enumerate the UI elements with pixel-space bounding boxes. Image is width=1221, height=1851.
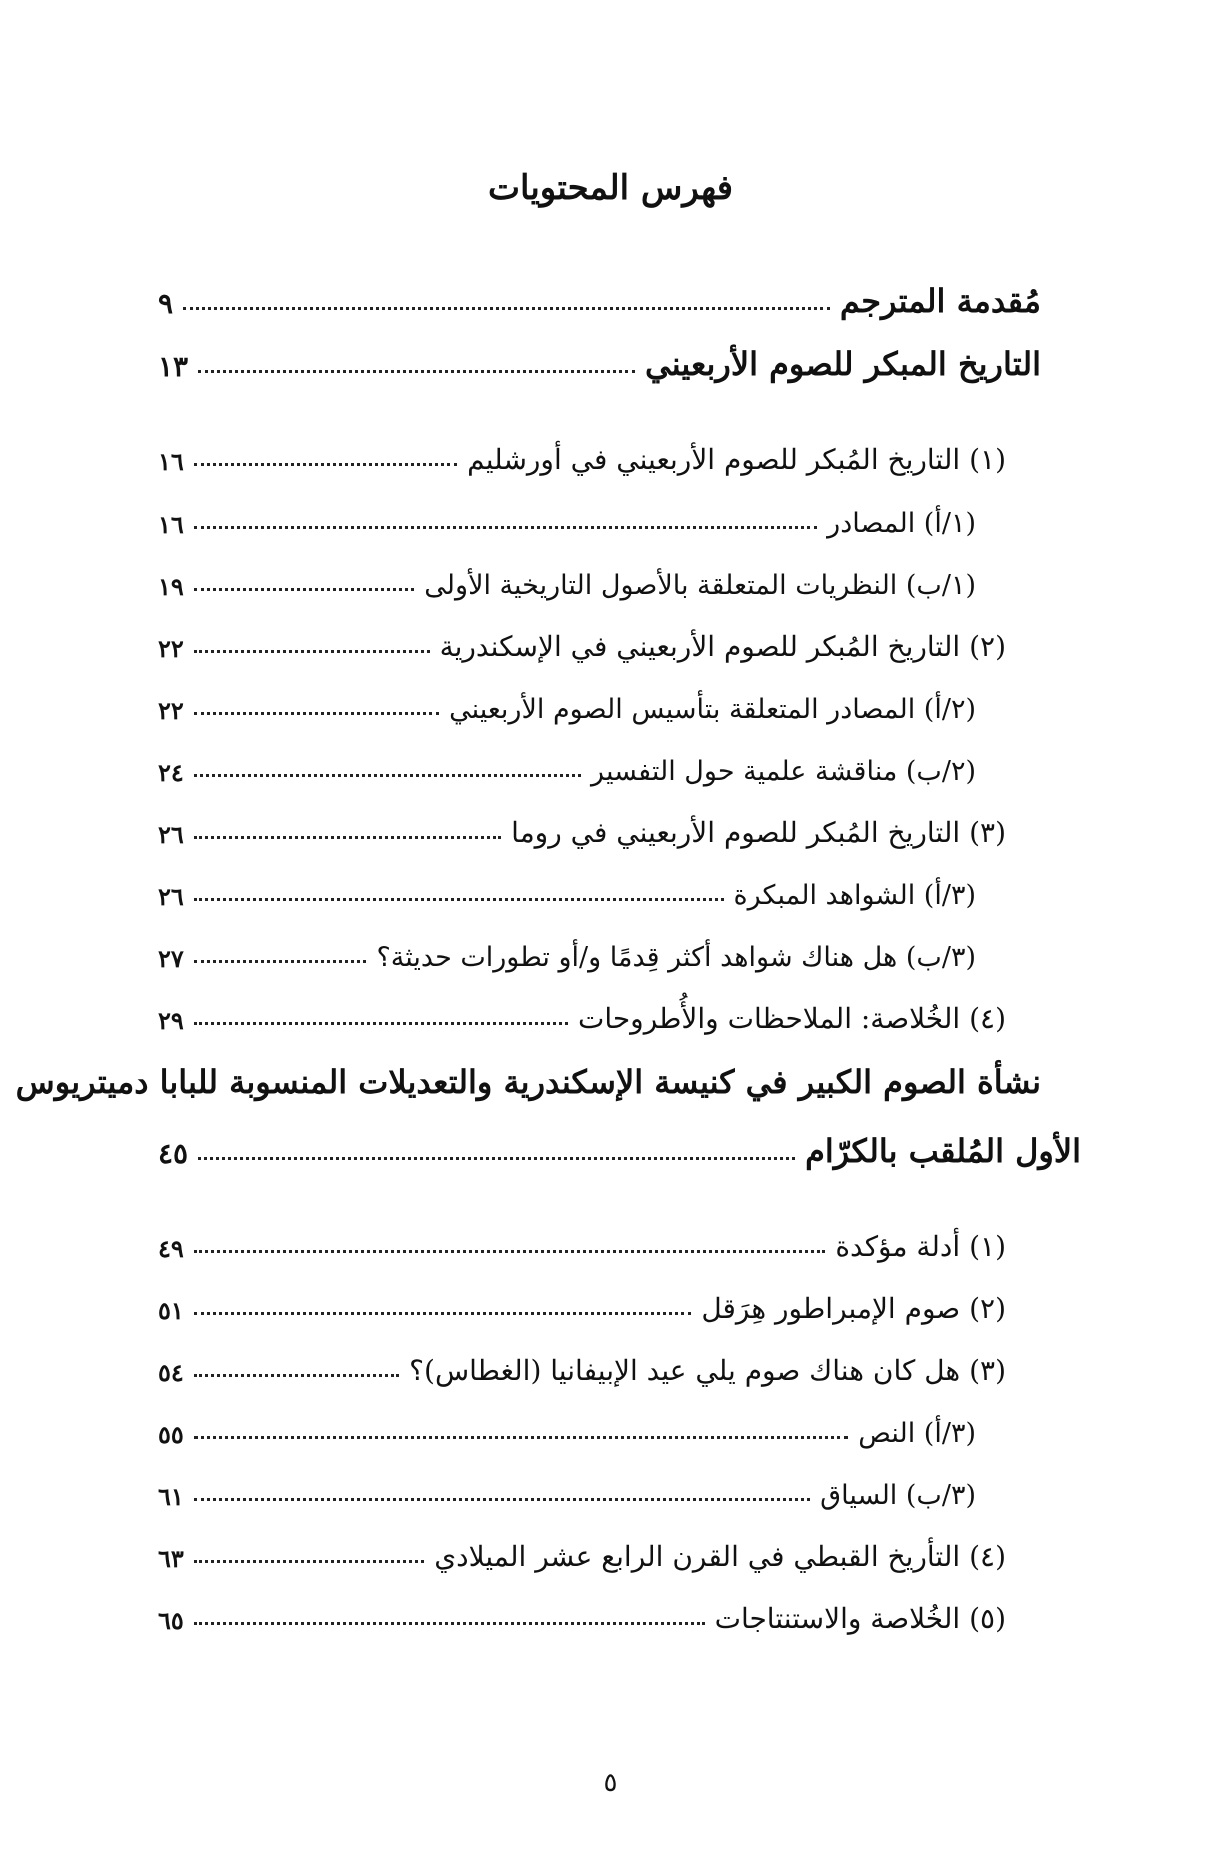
toc-entry-page: ٢٦ bbox=[158, 820, 184, 849]
toc-entry-label: (١/ب) النظريات المتعلقة بالأصول التاريخية الأولى bbox=[424, 570, 976, 601]
leader-dots bbox=[194, 650, 430, 653]
toc-entry-label: (٥) الخُلاصة والاستنتاجات bbox=[714, 1602, 1006, 1635]
toc-entry-page: ٩ bbox=[158, 287, 174, 320]
toc-entry-label: (١) أدلة مؤكدة bbox=[835, 1230, 1006, 1263]
leader-dots bbox=[194, 463, 457, 466]
toc-entry bbox=[158, 272, 1041, 320]
toc-entry-page: ٥٤ bbox=[158, 1358, 184, 1387]
toc-entry bbox=[158, 553, 976, 601]
toc-entry bbox=[158, 1122, 1081, 1170]
leader-dots bbox=[194, 588, 415, 591]
toc-entry bbox=[158, 1215, 1006, 1263]
toc-entry-label: (٢) صوم الإمبراطور هِرَقل bbox=[701, 1292, 1006, 1325]
toc-entry-label: (٣/أ) النص bbox=[858, 1418, 976, 1449]
toc-entry bbox=[158, 1587, 1006, 1635]
leader-dots bbox=[194, 1312, 692, 1315]
toc-entry-page: ٦٥ bbox=[158, 1606, 184, 1635]
toc-entry-label-line1: نشأة الصوم الكبير في كنيسة الإسكندرية والتعديلات المنسوبة للبابا دميتريوس bbox=[15, 1063, 1041, 1101]
toc-entry bbox=[158, 491, 976, 539]
toc-entry bbox=[158, 335, 1041, 383]
toc-entry-page: ٤٥ bbox=[158, 1137, 189, 1170]
leader-dots bbox=[194, 1374, 399, 1377]
toc-entry-page: ٤٩ bbox=[158, 1234, 184, 1263]
toc-entry-label: (٤) التأريخ القبطي في القرن الرابع عشر الميلادي bbox=[434, 1540, 1006, 1573]
leader-dots bbox=[183, 307, 830, 310]
toc-entry-page: ٢٧ bbox=[158, 944, 184, 973]
toc-entry-label: (٣) التاريخ المُبكر للصوم الأربعيني في روما bbox=[511, 816, 1006, 849]
toc-entry-page: ٥١ bbox=[158, 1296, 184, 1325]
toc-entry-label: (٢/ب) مناقشة علمية حول التفسير bbox=[591, 756, 976, 787]
leader-dots bbox=[194, 960, 367, 963]
toc-entry bbox=[158, 1525, 1006, 1573]
toc-entry bbox=[158, 863, 976, 911]
toc-entry-label: (٣/أ) الشواهد المبكرة bbox=[733, 880, 976, 911]
leader-dots bbox=[194, 774, 581, 777]
leader-dots bbox=[194, 526, 817, 529]
toc-entry-page: ٥٥ bbox=[158, 1420, 184, 1449]
leader-dots bbox=[194, 1498, 810, 1501]
leader-dots bbox=[194, 712, 439, 715]
toc-entry bbox=[158, 1339, 1006, 1387]
toc-entry-page: ٢٢ bbox=[158, 634, 184, 663]
toc-entry-label: (٢) التاريخ المُبكر للصوم الأربعيني في الإسكندرية bbox=[439, 630, 1006, 663]
toc-entry bbox=[158, 739, 976, 787]
toc-entry-label: (٣/ب) هل هناك شواهد أكثر قِدمًا و/أو تطورات حديثة؟ bbox=[376, 942, 976, 973]
leader-dots bbox=[194, 1022, 568, 1025]
toc-entry bbox=[158, 925, 976, 973]
toc-entry-page: ١٩ bbox=[158, 572, 184, 601]
toc-entry-label: (٤) الخُلاصة: الملاحظات والأُطروحات bbox=[577, 1002, 1006, 1035]
leader-dots bbox=[198, 1157, 795, 1160]
page-number: ٥ bbox=[603, 1768, 618, 1798]
toc-entry bbox=[158, 428, 1006, 476]
leader-dots bbox=[194, 1560, 424, 1563]
leader-dots bbox=[198, 370, 635, 373]
leader-dots bbox=[194, 1250, 826, 1253]
toc-entry-label: (٣/ب) السياق bbox=[820, 1480, 976, 1511]
toc-entry-page: ٦٣ bbox=[158, 1544, 184, 1573]
toc-entry-label: (١/أ) المصادر bbox=[827, 508, 976, 539]
toc-entry-page: ٢٩ bbox=[158, 1006, 184, 1035]
toc-entry-page: ٢٢ bbox=[158, 696, 184, 725]
toc-entry-page: ٢٤ bbox=[158, 758, 184, 787]
leader-dots bbox=[194, 1622, 705, 1625]
leader-dots bbox=[194, 836, 501, 839]
toc-entry-page: ١٣ bbox=[158, 350, 189, 383]
toc-entry-label: التاريخ المبكر للصوم الأربعيني bbox=[645, 345, 1041, 383]
toc-entry-page: ٢٦ bbox=[158, 882, 184, 911]
toc-entry-label: الأول المُلقب بالكرّام bbox=[805, 1132, 1081, 1170]
toc-entry bbox=[158, 1401, 976, 1449]
toc-entry-label: (٣) هل كان هناك صوم يلي عيد الإبيفانيا (الغطاس)؟ bbox=[409, 1354, 1006, 1387]
leader-dots bbox=[194, 1436, 848, 1439]
toc-entry bbox=[158, 677, 976, 725]
leader-dots bbox=[194, 898, 724, 901]
toc-entry-label: (٢/أ) المصادر المتعلقة بتأسيس الصوم الأربعيني bbox=[449, 694, 976, 725]
toc-entry-page: ١٦ bbox=[158, 510, 184, 539]
toc-entry-label: مُقدمة المترجم bbox=[839, 282, 1041, 320]
toc-entry-label: (١) التاريخ المُبكر للصوم الأربعيني في أورشليم bbox=[467, 443, 1006, 476]
toc-entry-page: ١٦ bbox=[158, 447, 184, 476]
toc-entry bbox=[158, 987, 1006, 1035]
toc-entry bbox=[158, 1463, 976, 1511]
page-title: فهرس المحتويات bbox=[487, 168, 734, 208]
toc-entry bbox=[158, 801, 1006, 849]
toc-entry bbox=[158, 1277, 1006, 1325]
toc-entry bbox=[158, 615, 1006, 663]
toc-entry-page: ٦١ bbox=[158, 1482, 184, 1511]
